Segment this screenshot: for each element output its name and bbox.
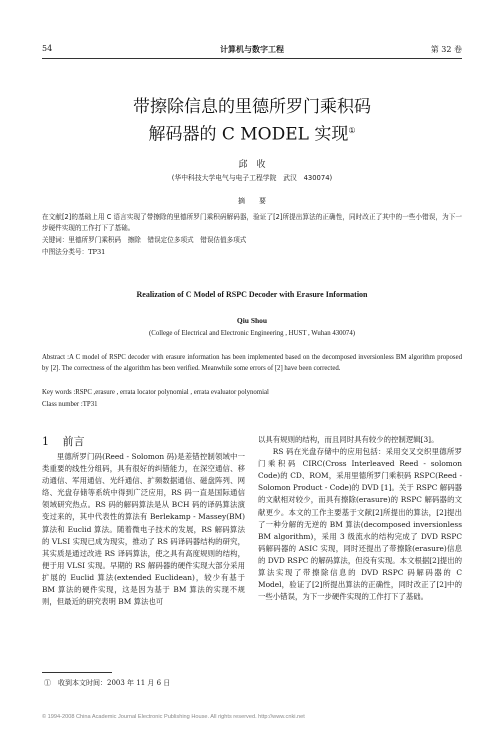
abstract-cn-body: 在文献[2]的基础上用 C 语言实现了带擦除的里德所罗门乘积码解码器，验证了[2]所提出算法的正确性，同时改正了其中的一些小错误，为下一步硬件实现的工作打下了基础。 (42, 213, 462, 232)
left-paragraph: 里德所罗门码(Reed - Solomon 码)是差错控制领域中一类重要的线性分组码，具有很好的纠错能力，在深空通信、移动通信、军用通信、光纤通信、扩频数据通信、磁盘阵列、网络、光盘存储等系统中得到广泛应用，RS 码一直是国际通信领域研究热点。RS 码的解码算法是从 BCH 码的译码算法演变过来的，其中代表性的算法有 Berlekamp - Massey(BM)算法和 Euclid 算法。随着微电子技术的发展，RS 解码算法的 VLSI 实现已成为现实，推动了 RS 码译码器结构的研究，其实质是通过改进 RS 译码算法，使之具有高度规则的结构，便于用 VLSI 实现。早期的 RS 解码器的硬件实现大部分采用扩展的 Euclid 算法(extended Euclidean)，较少有基于 BM 算法的硬件实现，这是因为基于 BM 算法的实现不规则，但最近的研究表明 BM 算法也可 (42, 452, 245, 607)
volume-label: 第 32 卷 (430, 45, 462, 54)
english-class-number: Class number :TP31 (42, 401, 98, 408)
journal-name: 计算机与数字工程 (220, 45, 284, 54)
english-keywords: Key words :RSPC ,erasure , errata locator polynomial , errata evaluator polynomial (42, 389, 269, 396)
right-paragraph-2: RS 码在光盘存储中的应用包括：采用交叉交织里德所罗门乘积码 CIRC(Cross Interleaved Reed - solomon Code)的 CD、ROM，采用里德所罗门乘积码 RSPC(Reed - Solomon Product - Code)的 DVD [1]。关于 RSPC 解码器的文献相对较少，而具有擦除(erasure)的 RSPC 解码器的文献更少。本文的工作主要基于文献[2]所提出的算法，[2]提出了一种分解的无逆的 BM 算法(decomposed inversionless BM algorithm)，采用 3 级流水的结构完成了 DVD RSPC 码解码器的 ASIC 实现，同时还提出了带擦除(erasure)信息的 DVD RSPC 的解码算法，但没有实现。本文根据[2]提出的算法实现了带擦除信息的 DVD RSPC 码解码器的 C Model，验证了[2]所提出算法的正确性，同时改正了[2]中的一些小错误，为下一步硬件实现的工作打下了基础。 (258, 447, 462, 602)
title-footnote-mark: ① (348, 126, 356, 135)
copyright-footer: © 1994-2008 China Academic Journal Electronic Publishing House. All rights reserved. http://www.cnki.net (42, 714, 305, 720)
running-header (42, 44, 462, 58)
abstract-heading: 摘 要 (238, 197, 266, 205)
english-abstract: Abstract :A C model of RSPC decoder with erasure information has been implemented based on the decomposed inversionless BM algorithm proposed by [2]. The correctness of the algorithm has been verified. Meanwhile some errors of [2] have been corrected. (42, 354, 462, 372)
english-title: Realization of C Model of RSPC Decoder with Erasure Information (136, 290, 368, 299)
keywords-cn: 关键词：里德所罗门乘积码 擦除 错误定位多项式 错误估值多项式 (42, 236, 247, 244)
right-column (258, 434, 462, 603)
author-name: 邱 收 (238, 160, 266, 170)
title-line-2-text: 解码器的 C MODEL 实现 (148, 124, 349, 145)
class-number-cn: 中图法分类号：TP31 (42, 248, 106, 256)
left-column (42, 451, 245, 608)
title-line-2 (42, 120, 462, 146)
section-number: 1 (42, 435, 49, 448)
english-author: Qiu Shou (236, 316, 268, 325)
footnote: ① 收到本文时间：2003 年 11 月 6 日 (44, 679, 171, 687)
author-affiliation: (华中科技大学电气与电子工程学院 武汉 430074) (171, 174, 333, 182)
page-number: 54 (42, 44, 53, 53)
section-1-heading (42, 433, 85, 449)
english-affiliation: (College of Electrical and Electronic Engineering , HUST , Wuhan 430074) (149, 330, 355, 337)
header-rule (42, 58, 462, 59)
section-title: 前言 (62, 435, 85, 448)
title-line-1: 带擦除信息的里德所罗门乘积码 (133, 97, 371, 117)
right-paragraph-1: 以具有规则的结构，而且同时具有较少的控制逻辑[3]。 (258, 435, 439, 444)
footnote-rule (42, 672, 112, 673)
